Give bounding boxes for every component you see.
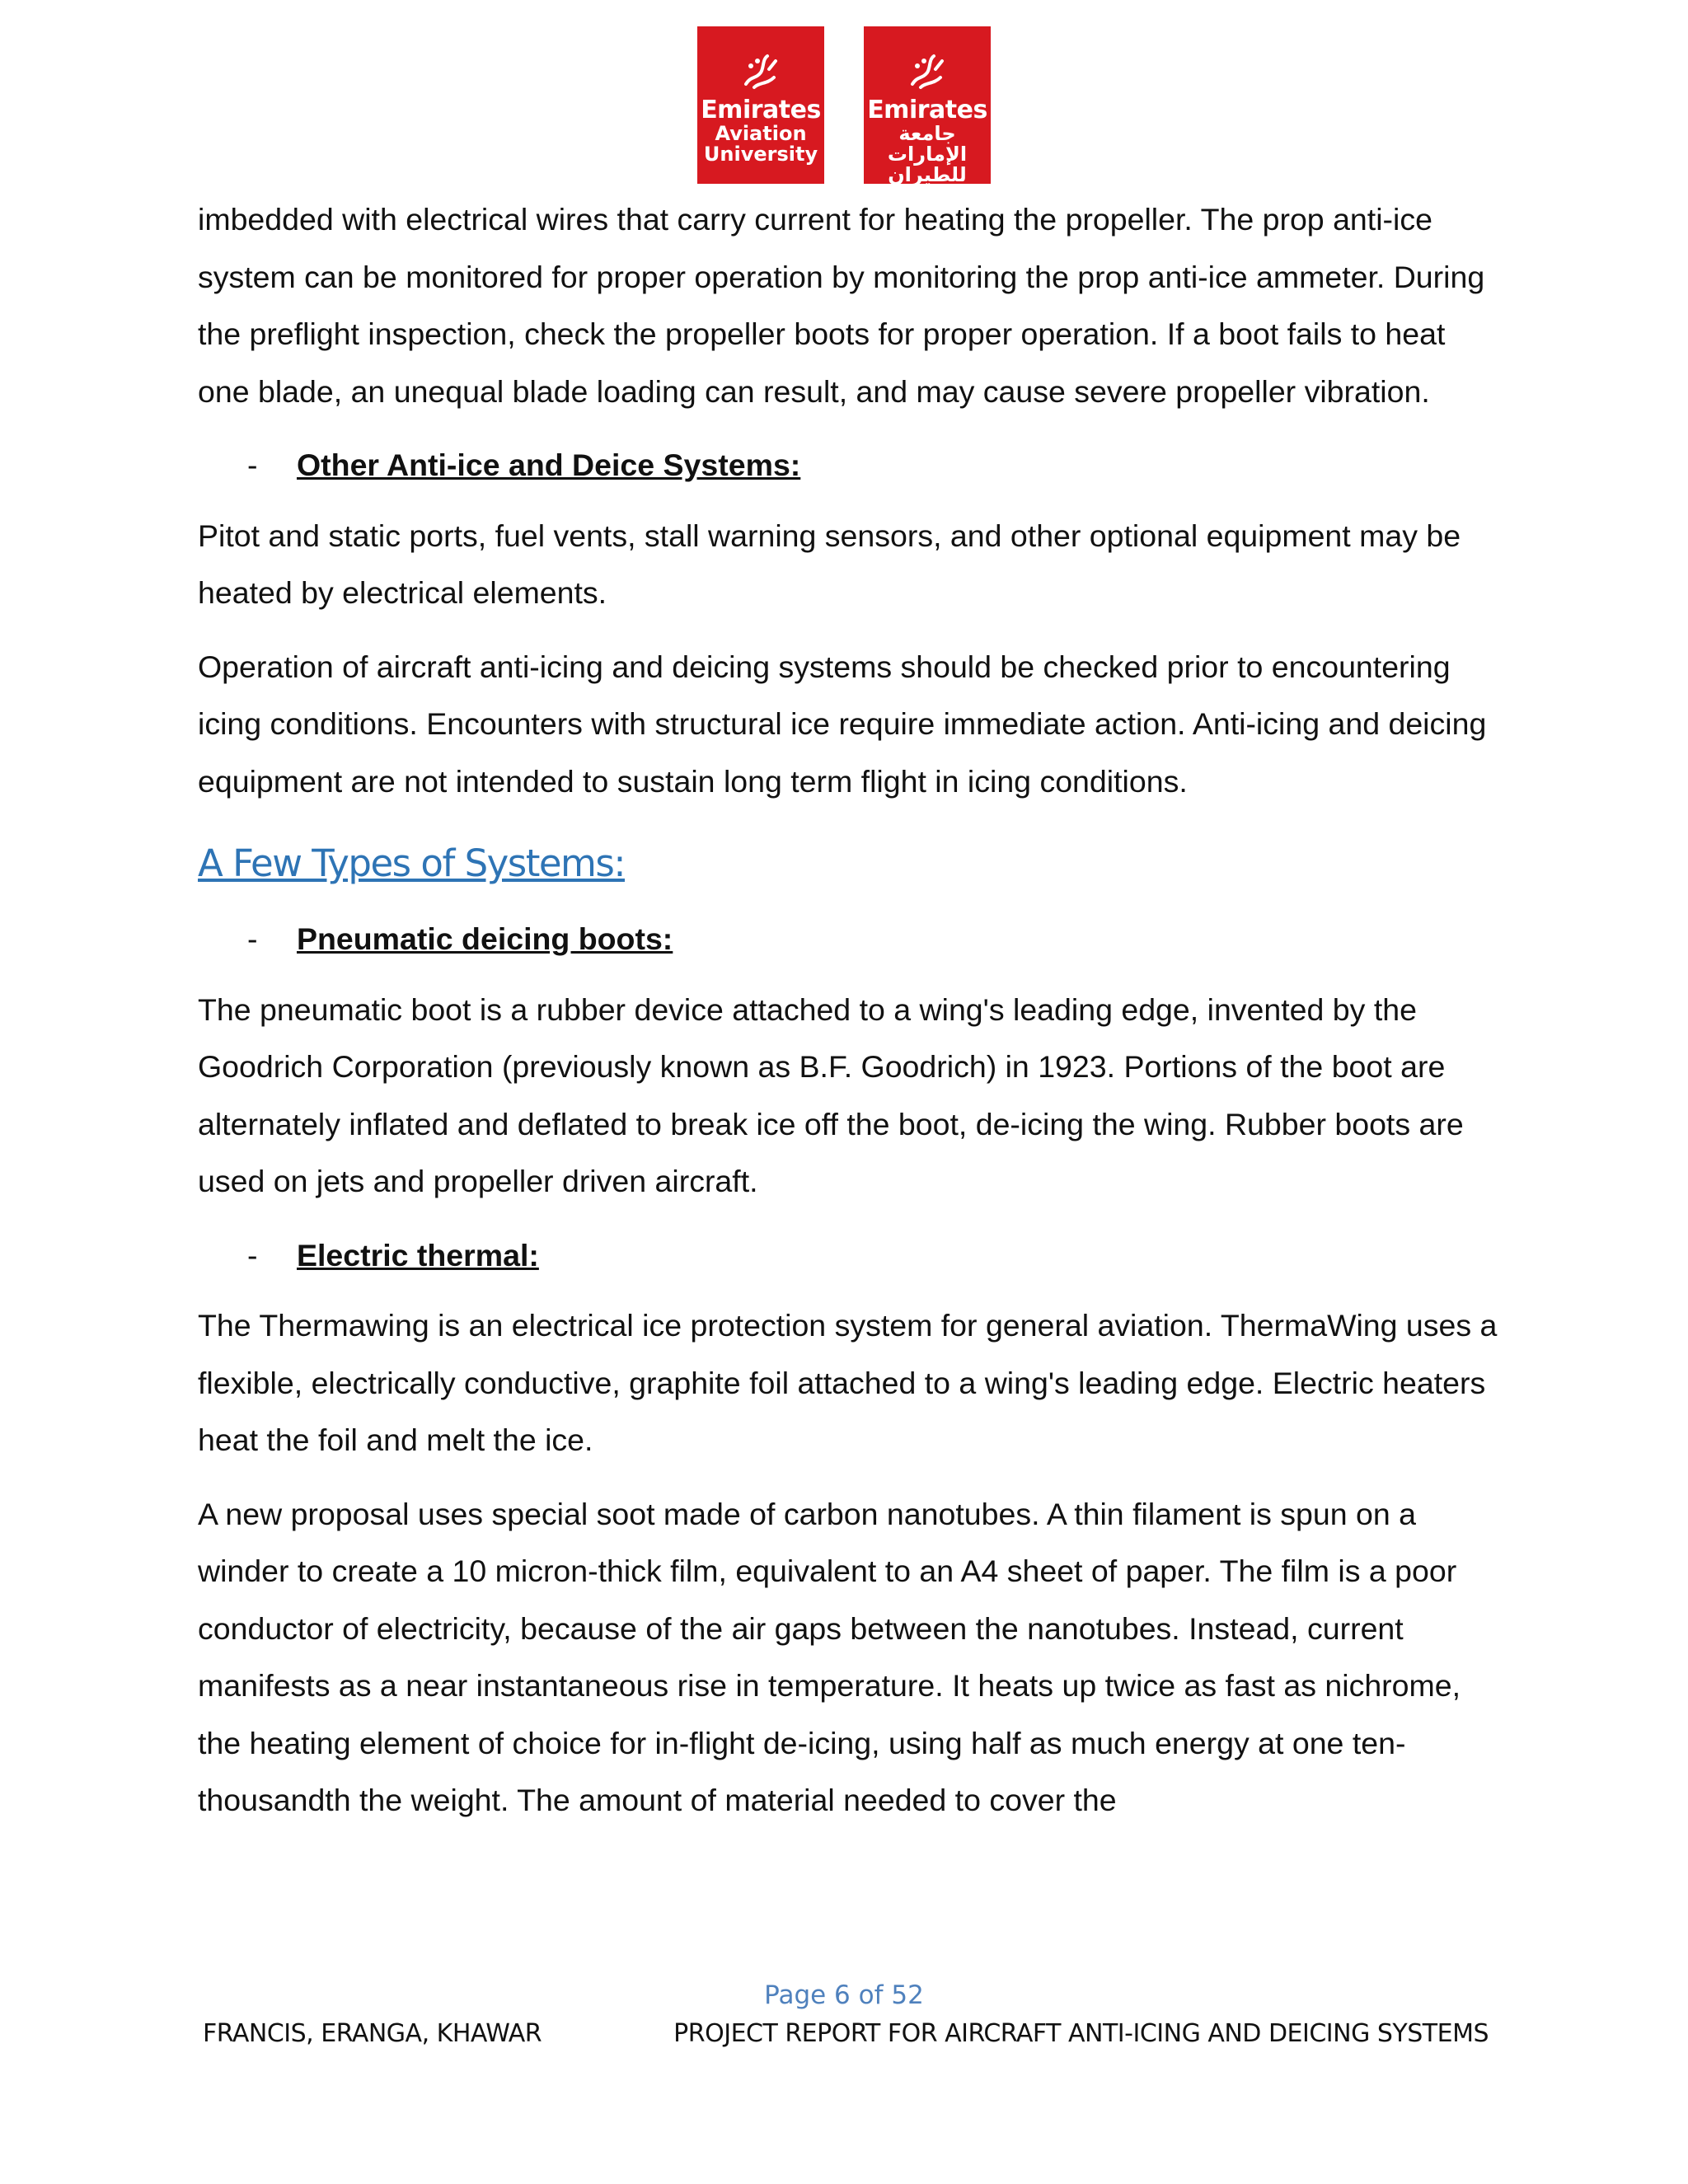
paragraph-carbon-nanotubes: A new proposal uses special soot made of carbon nanotubes. A thin filament is spun on a winder to create a 10 micron-thick film, equivalent to an A4 sheet of paper. The film is a poor conductor of electricity, because of the air gaps between the nanotubes. Instead, current manifests as a near instantaneous rise in temperature. It heats up twice as fast as nichrome, the heating element of choice for in-flight de-icing, using half as much energy at one ten-thousandth the weight. The amount of material needed to cover the <box>198 1496 1461 1817</box>
bullet-dash: - <box>247 1237 258 1272</box>
bullet-title: Electric thermal: <box>297 1237 539 1272</box>
paragraph-heated-elements: Pitot and static ports, fuel vents, stall warning sensors, and other optional equipment may be heated by electrical elements. <box>198 518 1461 610</box>
logo-brand-text: Emirates <box>701 96 821 124</box>
emirates-calligraphy-icon <box>739 51 782 92</box>
paragraph-prop-anti-ice: imbedded with electrical wires that carry current for heating the propeller. The prop anti-ice system can be monitored for proper operation by monitoring the prop anti-ice ammeter. During the preflight inspection, check the propeller boots for proper operation. If a boot fails to heat one blade, an unequal blade loading can result, and may cause severe propeller vibration. <box>198 202 1485 409</box>
bullet-dash: - <box>247 448 258 482</box>
logo-arabic-line1: جامعة الإمارات <box>887 122 968 166</box>
logo-subtitle-line2: University <box>703 143 818 166</box>
page-footer <box>203 2019 1489 2048</box>
footer-authors: FRANCIS, ERANGA, KHAWAR <box>203 2019 542 2048</box>
logo-subtitle-line1: Aviation <box>715 122 807 145</box>
logo-brand-text: Emirates <box>867 96 987 124</box>
paragraph-pneumatic-boot: The pneumatic boot is a rubber device attached to a wing's leading edge, invented by the Goodrich Corporation (previously known as B.F. Goodrich) in 1923. Portions of the boot are alternately inflated and deflated to break ice off the boot, de-icing the wing. Rubber boots are used on jets and propeller driven aircraft. <box>198 991 1464 1198</box>
bullet-title: Pneumatic deicing boots: <box>297 921 673 956</box>
bullet-title: Other Anti-ice and Deice Systems: <box>297 448 801 482</box>
bullet-electric-thermal <box>198 1227 1500 1285</box>
emirates-aviation-university-logo <box>697 26 824 184</box>
page-content <box>198 191 1500 1846</box>
header-logos <box>0 26 1688 184</box>
bullet-other-systems <box>198 437 1500 494</box>
bullet-dash: - <box>247 921 258 956</box>
logo-arabic-line2: للطيران <box>888 163 967 186</box>
page-number: Page 6 of 52 <box>764 1980 924 2010</box>
bullet-pneumatic-boots <box>198 911 1500 968</box>
paragraph-operation-check: Operation of aircraft anti-icing and deicing systems should be checked prior to encountering icing conditions. Encounters with structural ice require immediate action. Anti-icing and deicing equipment are not intended to sustain long term flight in icing conditions. <box>198 649 1487 799</box>
paragraph-thermawing: The Thermawing is an electrical ice protection system for general aviation. ThermaWing uses a flexible, electrically conductive, graphite foil attached to a wing's leading edge. Electric heaters heat the foil and melt the ice. <box>198 1308 1498 1457</box>
footer-report-title: PROJECT REPORT FOR AIRCRAFT ANTI-ICING AND DEICING SYSTEMS <box>673 2019 1489 2048</box>
section-heading: A Few Types of Systems: <box>198 841 626 885</box>
emirates-calligraphy-icon <box>906 51 949 92</box>
emirates-arabic-logo <box>864 26 991 184</box>
